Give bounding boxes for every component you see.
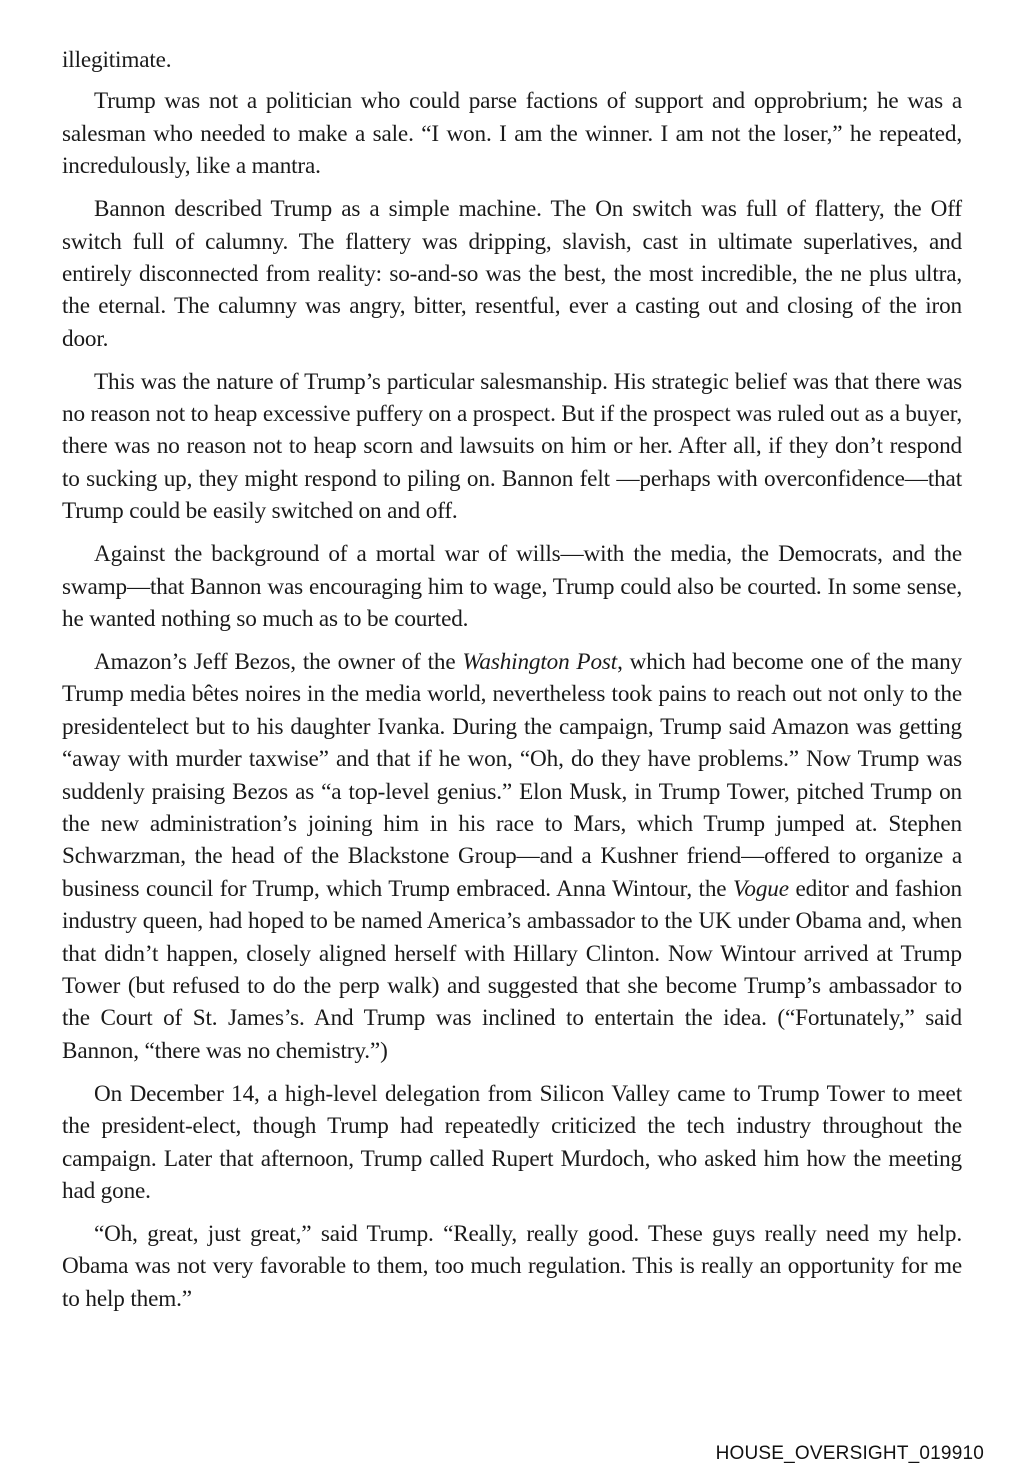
publication-title-vogue: Vogue <box>732 875 789 902</box>
paragraph-salesman: Trump was not a politician who could parse factions of support and opprobrium; he was a salesman who needed to make a sale. “I won. I am the winner. I am not the loser,” he repeated, incredulously, like a mantra. <box>62 88 962 180</box>
paragraph-continuation: illegitimate. <box>62 47 172 73</box>
bates-stamp: HOUSE_OVERSIGHT_019910 <box>715 1443 984 1464</box>
text-segment: editor and fashion industry queen, had hoped to be named America’s ambassador to the UK under Obama and, when that didn’t happen, closely aligned herself with Hillary Clinton. Now Wintour arrived at Trump Tower (but refused to do the perp walk) and suggested that she become Trump’s ambassador to the Court of St. James’s. And Trump was inclined to entertain the idea. (“Fortunately,” said Bannon, “there was no chemistry.”) <box>62 875 962 1064</box>
publication-title-washington-post: Washington Post <box>462 648 618 675</box>
text-segment: , which had become one of the many Trump media bêtes noires in the media world, nevertheless took pains to reach out not only to the presidentelect but to his daughter Ivanka. During the campaign, Trump said Amazon was getting “away with murder taxwise” and that if he won, “Oh, do they have problems.” Now Trump was suddenly praising Bezos as “a top-level genius.” Elon Musk, in Trump Tower, pitched Trump on the new administration’s joining him in his race to Mars, which Trump jumped at. Stephen Schwarzman, the head of the Blackstone Group—and a Kushner friend—offered to organize a business council for Trump, which Trump embraced. Anna Wintour, the <box>62 648 962 902</box>
paragraph-silicon-valley: On December 14, a high-level delegation from Silicon Valley came to Trump Tower to meet the president-elect, though Trump had repeatedly criticized the tech industry throughout the campaign. Later that afternoon, Trump called Rupert Murdoch, who asked him how the meeting had gone. <box>62 1080 962 1204</box>
paragraph-salesmanship: This was the nature of Trump’s particular salesmanship. His strategic belief was that there was no reason not to heap excessive puffery on a prospect. But if the prospect was ruled out as a buyer, there was no reason not to heap scorn and lawsuits on him or her. After all, if they don’t respond to sucking up, they might respond to piling on. Bannon felt —perhaps with overconfidence—that Trump could be easily switched on and off. <box>62 368 962 525</box>
document-page <box>62 44 962 1326</box>
text-segment: Amazon’s Jeff Bezos, the owner of the <box>94 648 463 675</box>
paragraph-bezos-musk-wintour <box>62 646 962 1067</box>
paragraph-courted: Against the background of a mortal war of wills—with the media, the Democrats, and the swamp—that Bannon was encouraging him to wage, Trump could also be courted. In some sense, he wanted nothing so much as to be courted. <box>62 541 962 632</box>
paragraph-trump-quote: “Oh, great, just great,” said Trump. “Really, really good. These guys really need my help. Obama was not very favorable to them, too much regulation. This is really an opportunity for me to help them.” <box>62 1220 962 1312</box>
paragraph-simple-machine: Bannon described Trump as a simple machine. The On switch was full of flattery, the Off switch full of calumny. The flattery was dripping, slavish, cast in ultimate superlatives, and entirely disconnected from reality: so-and-so was the best, the most incredible, the ne plus ultra, the eternal. The calumny was angry, bitter, resentful, ever a casting out and closing of the iron door. <box>62 196 962 352</box>
